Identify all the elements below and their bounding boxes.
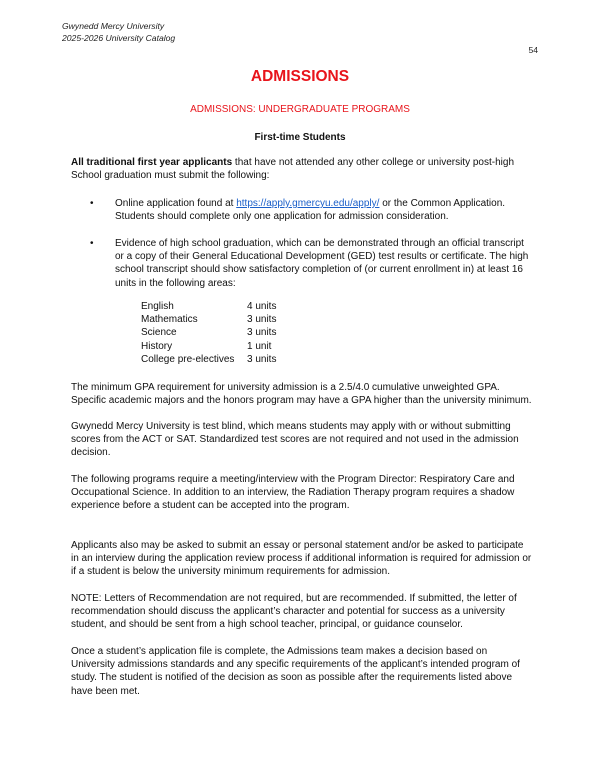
unit-count: 4 units: [247, 301, 277, 312]
units-row: [141, 313, 276, 326]
subject-area: College pre-electives: [141, 353, 235, 365]
university-name: Gwynedd Mercy University: [62, 21, 165, 31]
catalog-year: 2025-2026 University Catalog: [62, 33, 176, 43]
intro-text: that have not attended any other college or university post-high School graduation must submit the following:: [71, 157, 515, 182]
subject-area: English: [141, 301, 174, 312]
subject-area: History: [141, 340, 173, 352]
paragraph-text: NOTE: Letters of Recommendation are not required, but are recommended. If submitted, the letter of recommendation should discuss the applicant’s character and potential for success as a university student, and should be sent from a high school teacher, principal, or guidance counselor.: [71, 593, 517, 631]
bullet-text: Evidence of high school graduation, which can be demonstrated through an official transcript or a copy of their General Educational Development (GED) test results or certificate. The high school transcript should show satisfactory completion of (or current enrollment in) at least 16 units in the following areas:: [115, 238, 529, 289]
bullet-text: or the Common Application. Students should complete only one application for admission consideration.: [115, 198, 506, 223]
running-header: [62, 20, 175, 44]
unit-count: 3 units: [247, 353, 277, 365]
intro-paragraph: [71, 156, 533, 182]
units-row: [141, 326, 276, 339]
intro-bold: All traditional first year applicants: [71, 157, 233, 168]
unit-count: 3 units: [247, 327, 277, 339]
unit-count: 3 units: [247, 314, 277, 326]
paragraph-test-blind: [71, 420, 533, 460]
units-row: [141, 353, 276, 366]
paragraph-text: Gwynedd Mercy University is test blind, which means students may apply with or without submitting scores from the ACT or SAT. Standardized test scores are not required and not used in the admission decision.: [71, 421, 519, 459]
units-row: [141, 300, 276, 313]
page-title: ADMISSIONS: [250, 68, 350, 85]
units-row: [141, 340, 276, 353]
paragraph-text: Once a student’s application file is complete, the Admissions team makes a decision based on University admissions standards and any specific requirements of the applicant’s intended program of study. The student is notified of the decision as soon as possible after the requirements listed above have been met.: [71, 646, 520, 697]
units-table: [141, 300, 276, 366]
paragraph-text: Applicants also may be asked to submit an essay or personal statement and/or be asked to participate in an interview during the application review process if additional information is required for admission or if a student is below the university minimum requirements for admission.: [71, 540, 532, 578]
page-subtitle: ADMISSIONS: UNDERGRADUATE PROGRAMS: [190, 104, 410, 115]
section-heading: First-time Students: [254, 132, 346, 143]
bullet-icon: •: [90, 198, 94, 209]
paragraph-essay: [71, 539, 533, 579]
page-number: 54: [528, 45, 538, 55]
paragraph-text: The minimum GPA requirement for university admission is a 2.5/4.0 cumulative unweighted GPA. Specific academic majors and the honors program may have a GPA higher than the university minimum.: [71, 382, 532, 407]
unit-count: 1 unit: [247, 340, 272, 352]
bullet-icon: •: [90, 238, 94, 249]
paragraph-text: The following programs require a meeting/interview with the Program Director: Respiratory Care and Occupational Science. In addition to an interview, the Radiation Therapy program requires a shadow experience before a student can be accepted into the program.: [71, 474, 515, 512]
subject-area: Mathematics: [141, 314, 198, 326]
paragraph-recommendation-note: [71, 592, 533, 632]
paragraph-gpa: [71, 381, 533, 407]
paragraph-interview: [71, 473, 533, 513]
subject-area: Science: [141, 327, 177, 339]
paragraph-decision: [71, 645, 533, 698]
apply-link[interactable]: https://apply.gmercyu.edu/apply/: [236, 198, 380, 209]
bullet-text: Online application found at: [115, 198, 237, 209]
